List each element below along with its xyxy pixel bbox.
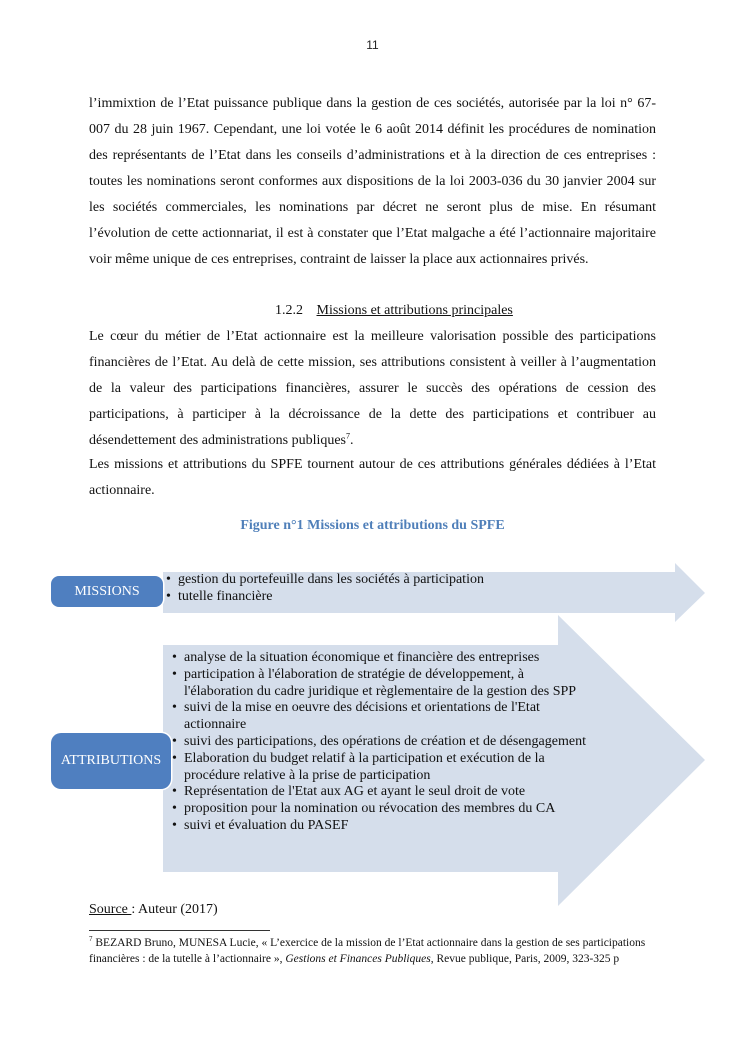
footnote-text: BEZARD Bruno, MUNESA Lucie, « L’exercice de la mission de l’Etat actionnaire dans la gestion de ses participations financières : de la tutelle à l’actionnaire », <box>89 937 646 965</box>
figure-title: Figure n°1 Missions et attributions du SPFE <box>240 518 505 533</box>
attributions-item: • proposition pour la nomination ou révocation des membres du CA <box>172 801 587 818</box>
footnote-number: 7 <box>89 935 93 944</box>
attributions-item: • Elaboration du budget relatif à la participation et exécution de la procédure relative à la prise de participation <box>172 751 587 785</box>
source-label: Source <box>89 902 132 917</box>
attributions-list <box>172 650 587 835</box>
missions-label: MISSIONS <box>74 583 140 599</box>
attributions-label: ATTRIBUTIONS <box>60 753 162 768</box>
footnote <box>89 936 659 967</box>
missions-label-box <box>51 576 163 607</box>
attributions-item: • participation à l'élaboration de stratégie de développement, à l'élaboration du cadre juridique et règlementaire de la gestion des SPP <box>172 667 587 701</box>
section-number: 1.2.2 <box>275 303 303 318</box>
paragraph-core-business-text: Le cœur du métier de l’Etat actionnaire est la meilleure valorisation possible des participations financières de l’Etat. Au delà de cette mission, ses attributions consistent à veiller à l’augmentation de la valeur des participations financières, assurer le succès des opérations de cession des participations, à participer à la décroissance de la dette des participations et contribuer au désendettement des administrations publiques <box>89 329 656 448</box>
paragraph-core-business-end: . <box>350 433 354 448</box>
section-title: Missions et attributions principales <box>316 303 513 318</box>
attributions-label-box <box>51 733 171 789</box>
page-number: 11 <box>366 38 379 52</box>
figure-source <box>89 902 218 918</box>
attributions-item: • analyse de la situation économique et financière des entreprises <box>172 650 587 667</box>
attributions-item: • suivi de la mise en oeuvre des décisions et orientations de l'Etat actionnaire <box>172 700 587 734</box>
attributions-item: • suivi et évaluation du PASEF <box>172 818 587 835</box>
footnote-divider <box>89 930 270 931</box>
missions-list <box>166 572 566 606</box>
paragraph-spfe-missions: Les missions et attributions du SPFE tournent autour de ces attributions générales dédiées à l’Etat actionnaire. <box>89 457 656 498</box>
paragraph-immixtion: l’immixtion de l’Etat puissance publique dans la gestion de ces sociétés, autorisée par la loi n° 67-007 du 28 juin 1967. Cependant, une loi votée le 6 août 2014 définit les procédures de nomination des représentants de l’Etat dans les conseils d’administrations et à la direction de ces entreprises : toutes les nominations seront conformes aux dispositions de la loi 2003-036 du 30 janvier 2004 sur les sociétés commerciales, les nominations par décret ne seront plus de mise. En résumant l’évolution de cette actionnariat, il est à constater que l’Etat malgache a été l’actionnaire majoritaire voir même unique de ces entreprises, contraint de laisser la place aux actionnaires privés. <box>89 96 656 267</box>
source-text: : Auteur (2017) <box>131 902 218 917</box>
attributions-item: • Représentation de l'Etat aux AG et ayant le seul droit de vote <box>172 784 587 801</box>
section-heading <box>275 298 513 324</box>
footnote-text-end: , Revue publique, Paris, 2009, 323-325 p <box>430 952 620 965</box>
footnote-journal: Gestions et Finances Publiques <box>285 952 431 965</box>
missions-item: • gestion du portefeuille dans les sociétés à participation <box>166 572 566 589</box>
missions-item: • tutelle financière <box>166 589 566 606</box>
attributions-item: • suivi des participations, des opérations de création et de désengagement <box>172 734 587 751</box>
paragraph-core-business <box>89 324 656 454</box>
footnote-reference: 7 <box>346 431 351 441</box>
